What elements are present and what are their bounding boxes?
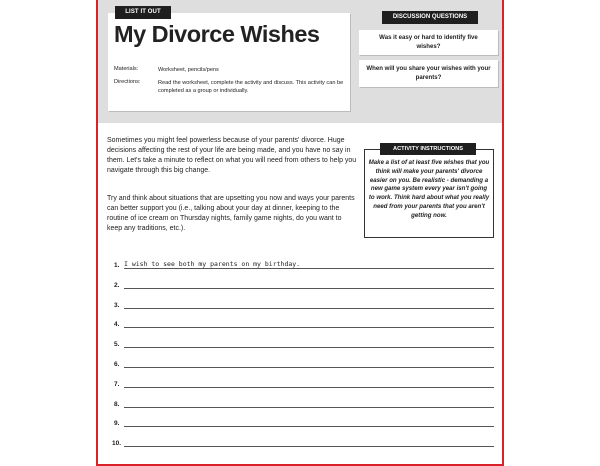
wish-line-number: 8. [114, 400, 120, 408]
wish-line-rule [124, 367, 494, 368]
situations-paragraph: Try and think about situations that are upsetting you now and ways your parents can better support you (i.e., talking about your day at dinner, keeping to the routine of ice cream on Thursday nights, family game nights, do you want to keep any traditions, etc.). [107, 195, 355, 232]
wish-line-number: 5. [114, 341, 120, 349]
wish-line-rule [124, 446, 494, 447]
wish-line[interactable] [114, 434, 494, 448]
wish-line[interactable] [114, 375, 494, 389]
directions-label: Directions: [114, 79, 141, 85]
wish-line-rule [124, 387, 494, 388]
page-title: My Divorce Wishes [114, 21, 320, 47]
wish-line[interactable] [114, 335, 494, 349]
wish-line-rule [124, 407, 494, 408]
discussion-question-text: Was it easy or hard to identify five wishes? [379, 34, 478, 50]
wish-line-number: 7. [114, 380, 120, 388]
wish-line-number: 10. [112, 440, 122, 448]
wish-line-number: 3. [114, 301, 120, 309]
wish-line-number: 2. [114, 281, 120, 289]
wish-line[interactable] [114, 276, 494, 290]
wish-line[interactable] [114, 256, 494, 270]
materials-value: Worksheet, pencils/pens [158, 67, 219, 73]
wish-line-rule [124, 347, 494, 348]
wish-line-number: 6. [114, 361, 120, 368]
wish-line-handwriting: I wish to see both my parents on my birthday. [124, 260, 301, 268]
intro-paragraph: Sometimes you might feel powerless because of your parents' divorce. Huge decisions affecting the rest of your life are being made, and you have no say in them. Let's take a minute to reflect on what you will need from others to help you navigate through this big change. [107, 137, 357, 174]
wish-line-rule [124, 308, 494, 309]
activity-text: Make a list of at least five wishes that you think will make your parents' divorce easier on you. Be realistic - demanding a new game system every year isn't going to work. Think hard about what you really need from your parents that you aren't getting now. [368, 159, 490, 219]
wish-line[interactable] [114, 315, 494, 329]
wish-line-number: 4. [114, 321, 120, 329]
section-tag: LIST IT OUT [115, 6, 171, 19]
wish-line-number: 1. [114, 262, 120, 269]
wish-line-rule [124, 268, 494, 269]
materials-label: Materials: [114, 66, 139, 72]
wish-line[interactable] [114, 355, 494, 369]
discussion-question-text: When will you share your wishes with your parents? [366, 65, 491, 81]
directions-value: Read the worksheet, complete the activity and discuss. This activity can be completed as a group or individually. [158, 80, 344, 95]
wish-line-rule [124, 426, 494, 427]
wish-line-rule [124, 288, 494, 289]
wish-line-number: 9. [114, 420, 120, 428]
wish-line[interactable] [114, 395, 494, 409]
wish-line[interactable] [114, 296, 494, 310]
activity-header: ACTIVITY INSTRUCTIONS [380, 143, 476, 155]
discussion-question-2 [359, 60, 498, 87]
wish-line-rule [124, 327, 494, 328]
discussion-question-1 [359, 30, 498, 55]
wish-line[interactable] [114, 414, 494, 428]
discussion-header: DISCUSSION QUESTIONS [382, 11, 478, 24]
